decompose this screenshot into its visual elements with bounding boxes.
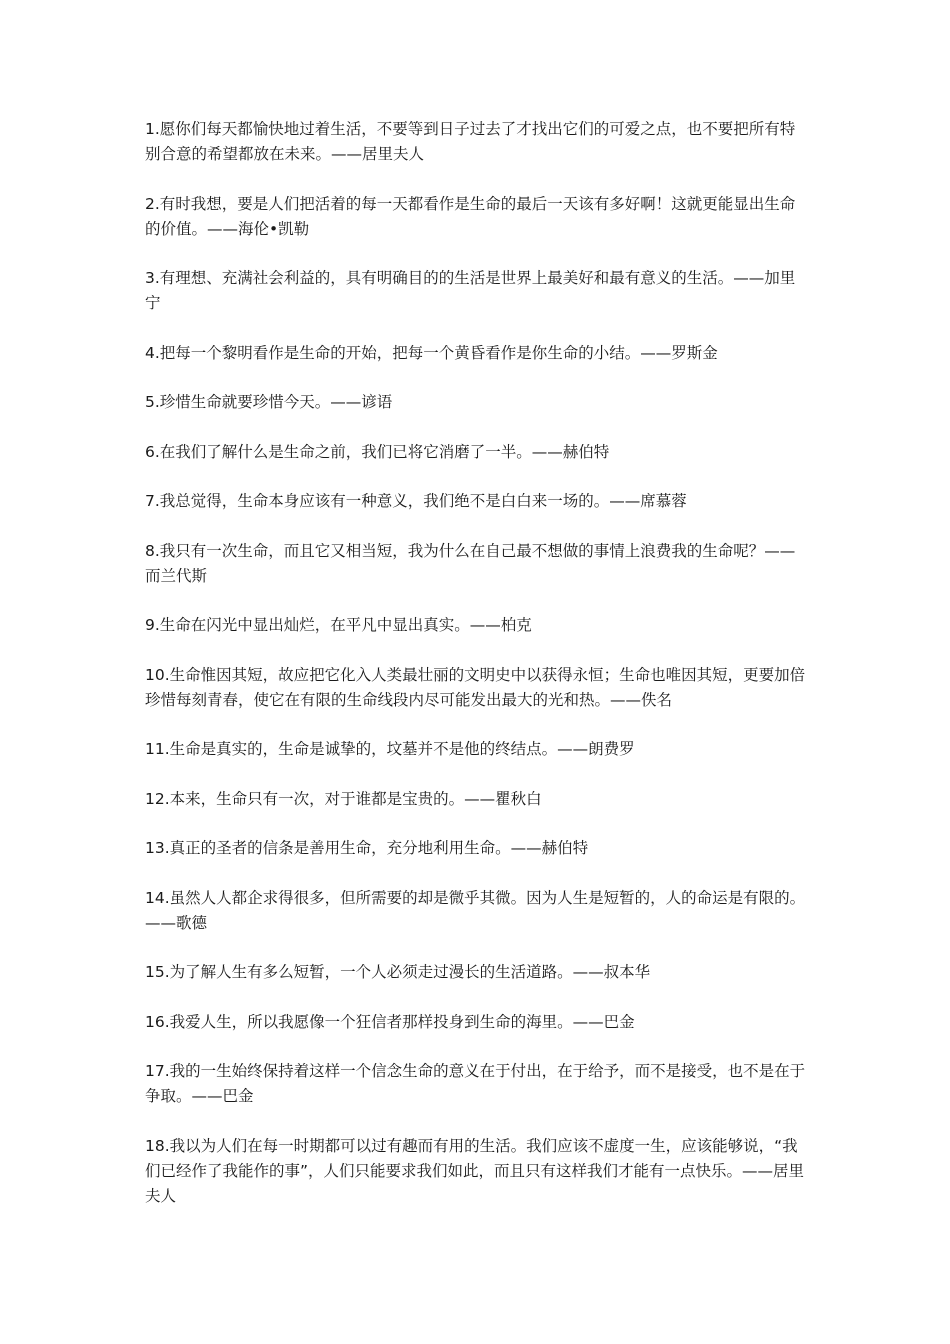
quote-item: 14.虽然人人都企求得很多，但所需要的却是微乎其微。因为人生是短暂的，人的命运是有限的。——歌德	[145, 888, 806, 932]
quote-item: 1.愿你们每天都愉快地过着生活，不要等到日子过去了才找出它们的可爱之点，也不要把所有特别合意的希望都放在未来。——居里夫人	[145, 120, 796, 163]
quote-item: 3.有理想、充满社会利益的，具有明确目的的生活是世界上最美好和最有意义的生活。——加里宁	[145, 269, 796, 312]
quote-item: 18.我以为人们在每一时期都可以过有趣而有用的生活。我们应该不虚度一生，应该能够说，“我们已经作了我能作的事”，人们只能要求我们如此，而且只有这样我们才能有一点快乐。——居里夫人	[145, 1136, 805, 1205]
quote-item: 12.本来，生命只有一次，对于谁都是宝贵的。——瞿秋白	[145, 789, 542, 808]
quote-item: 11.生命是真实的，生命是诚挚的，坟墓并不是他的终结点。——朗费罗	[145, 740, 635, 758]
quote-item: 7.我总觉得，生命本身应该有一种意义，我们绝不是白白来一场的。——席慕蓉	[145, 492, 687, 510]
quote-item: 5.珍惜生命就要珍惜今天。——谚语	[145, 393, 393, 411]
quote-item: 8.我只有一次生命，而且它又相当短，我为什么在自己最不想做的事情上浪费我的生命呢？——而兰代斯	[145, 541, 796, 585]
quote-item: 6.在我们了解什么是生命之前，我们已将它消磨了一半。——赫伯特	[145, 442, 610, 461]
quote-item: 17.我的一生始终保持着这样一个信念生命的意义在于付出，在于给予，而不是接受，也不是在于争取。——巴金	[145, 1062, 806, 1105]
quote-item: 13.真正的圣者的信条是善用生命，充分地利用生命。——赫伯特	[145, 839, 589, 857]
quote-item: 10.生命惟因其短，故应把它化入人类最壮丽的文明史中以获得永恒；生命也唯因其短，更要加倍珍惜每刻青春，使它在有限的生命线段内尽可能发出最大的光和热。——佚名	[145, 665, 806, 709]
quote-item: 15.为了解人生有多么短暂，一个人必须走过漫长的生活道路。——叔本华	[145, 963, 651, 981]
quote-item: 2.有时我想，要是人们把活着的每一天都看作是生命的最后一天该有多好啊！这就更能显出生命的价值。——海伦•凯勒	[145, 194, 796, 238]
quote-item: 16.我爱人生，所以我愿像一个狂信者那样投身到生命的海里。——巴金	[145, 1012, 635, 1031]
quote-item: 9.生命在闪光中显出灿烂，在平凡中显出真实。——柏克	[145, 616, 532, 634]
quote-list	[145, 117, 810, 1233]
quote-item: 4.把每一个黎明看作是生命的开始，把每一个黄昏看作是你生命的小结。——罗斯金	[145, 343, 718, 362]
